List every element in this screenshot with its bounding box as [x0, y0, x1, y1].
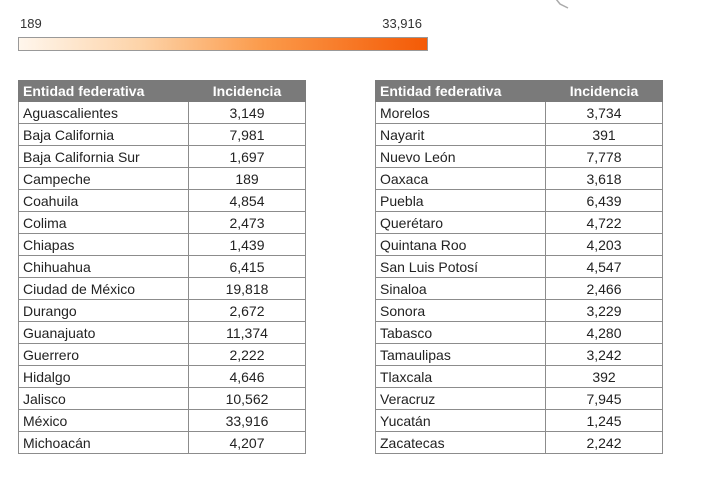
table-row: [19, 388, 306, 410]
entidad-cell: Colima: [19, 212, 189, 234]
legend-max-label: 33,916: [382, 16, 422, 31]
entidad-cell: Campeche: [19, 168, 189, 190]
incidencia-cell: 4,207: [189, 432, 306, 454]
incidencia-cell: 7,778: [546, 146, 663, 168]
entidad-cell: Zacatecas: [376, 432, 546, 454]
table-row: [376, 146, 663, 168]
table-row: [19, 146, 306, 168]
table-row: [376, 168, 663, 190]
table-row: [376, 300, 663, 322]
entidad-cell: Guerrero: [19, 344, 189, 366]
incidencia-cell: 1,697: [189, 146, 306, 168]
table-row: [376, 212, 663, 234]
entidad-cell: Michoacán: [19, 432, 189, 454]
entidad-cell: Hidalgo: [19, 366, 189, 388]
entidad-cell: Tabasco: [376, 322, 546, 344]
incidencia-cell: 11,374: [189, 322, 306, 344]
table-row: [376, 278, 663, 300]
table-row: [376, 234, 663, 256]
incidencia-cell: 391: [546, 124, 663, 146]
entidad-cell: Tlaxcala: [376, 366, 546, 388]
table-row: [376, 256, 663, 278]
table-row: [376, 190, 663, 212]
incidencia-cell: 2,466: [546, 278, 663, 300]
incidencia-cell: 4,854: [189, 190, 306, 212]
entidad-cell: Puebla: [376, 190, 546, 212]
color-scale-legend: [18, 16, 428, 32]
entidad-cell: Morelos: [376, 102, 546, 124]
entidad-cell: Guanajuato: [19, 322, 189, 344]
table-row: [376, 124, 663, 146]
table-row: [19, 168, 306, 190]
header-entidad: Entidad federativa: [376, 81, 546, 102]
table-row: [19, 366, 306, 388]
entidad-cell: Baja California: [19, 124, 189, 146]
incidencia-cell: 392: [546, 366, 663, 388]
incidence-table-left: [18, 80, 306, 454]
incidencia-cell: 3,229: [546, 300, 663, 322]
incidencia-cell: 1,245: [546, 410, 663, 432]
incidencia-cell: 2,222: [189, 344, 306, 366]
entidad-cell: Quintana Roo: [376, 234, 546, 256]
table-row: [19, 410, 306, 432]
incidencia-cell: 2,473: [189, 212, 306, 234]
entidad-cell: Aguascalientes: [19, 102, 189, 124]
header-incidencia: Incidencia: [189, 81, 306, 102]
table-row: [19, 278, 306, 300]
incidencia-cell: 4,722: [546, 212, 663, 234]
incidencia-cell: 189: [189, 168, 306, 190]
incidencia-cell: 7,981: [189, 124, 306, 146]
table-row: [19, 322, 306, 344]
table-header-row: [19, 81, 306, 102]
incidencia-cell: 4,646: [189, 366, 306, 388]
table-row: [376, 322, 663, 344]
corner-arrow-icon: [550, 0, 572, 12]
table-row: [376, 388, 663, 410]
table-row: [19, 432, 306, 454]
table-row: [376, 366, 663, 388]
table-row: [376, 344, 663, 366]
table-row: [19, 344, 306, 366]
entidad-cell: Yucatán: [376, 410, 546, 432]
entidad-cell: Durango: [19, 300, 189, 322]
table-row: [19, 256, 306, 278]
incidencia-cell: 6,439: [546, 190, 663, 212]
incidencia-cell: 3,618: [546, 168, 663, 190]
entidad-cell: Chiapas: [19, 234, 189, 256]
entidad-cell: Querétaro: [376, 212, 546, 234]
table-row: [376, 102, 663, 124]
entidad-cell: Oaxaca: [376, 168, 546, 190]
header-entidad: Entidad federativa: [19, 81, 189, 102]
incidencia-cell: 3,149: [189, 102, 306, 124]
incidencia-cell: 7,945: [546, 388, 663, 410]
table-row: [19, 102, 306, 124]
incidencia-cell: 4,203: [546, 234, 663, 256]
table-row: [19, 212, 306, 234]
incidencia-cell: 4,547: [546, 256, 663, 278]
incidencia-cell: 19,818: [189, 278, 306, 300]
entidad-cell: Chihuahua: [19, 256, 189, 278]
legend-labels: [18, 16, 428, 32]
incidencia-cell: 4,280: [546, 322, 663, 344]
entidad-cell: San Luis Potosí: [376, 256, 546, 278]
entidad-cell: Tamaulipas: [376, 344, 546, 366]
incidencia-cell: 10,562: [189, 388, 306, 410]
entidad-cell: México: [19, 410, 189, 432]
table-header-row: [376, 81, 663, 102]
entidad-cell: Veracruz: [376, 388, 546, 410]
incidencia-cell: 1,439: [189, 234, 306, 256]
table-row: [376, 410, 663, 432]
table-row: [19, 190, 306, 212]
entidad-cell: Sinaloa: [376, 278, 546, 300]
entidad-cell: Nuevo León: [376, 146, 546, 168]
entidad-cell: Nayarit: [376, 124, 546, 146]
table-row: [19, 300, 306, 322]
incidencia-cell: 3,734: [546, 102, 663, 124]
entidad-cell: Baja California Sur: [19, 146, 189, 168]
entidad-cell: Jalisco: [19, 388, 189, 410]
legend-gradient-bar: [18, 37, 428, 51]
legend-min-label: 189: [20, 16, 42, 31]
entidad-cell: Ciudad de México: [19, 278, 189, 300]
entidad-cell: Coahuila: [19, 190, 189, 212]
incidencia-cell: 33,916: [189, 410, 306, 432]
table-row: [19, 234, 306, 256]
incidencia-cell: 6,415: [189, 256, 306, 278]
incidencia-cell: 3,242: [546, 344, 663, 366]
entidad-cell: Sonora: [376, 300, 546, 322]
incidencia-cell: 2,242: [546, 432, 663, 454]
table-row: [376, 432, 663, 454]
table-row: [19, 124, 306, 146]
incidence-table-right: [375, 80, 663, 454]
incidencia-cell: 2,672: [189, 300, 306, 322]
header-incidencia: Incidencia: [546, 81, 663, 102]
